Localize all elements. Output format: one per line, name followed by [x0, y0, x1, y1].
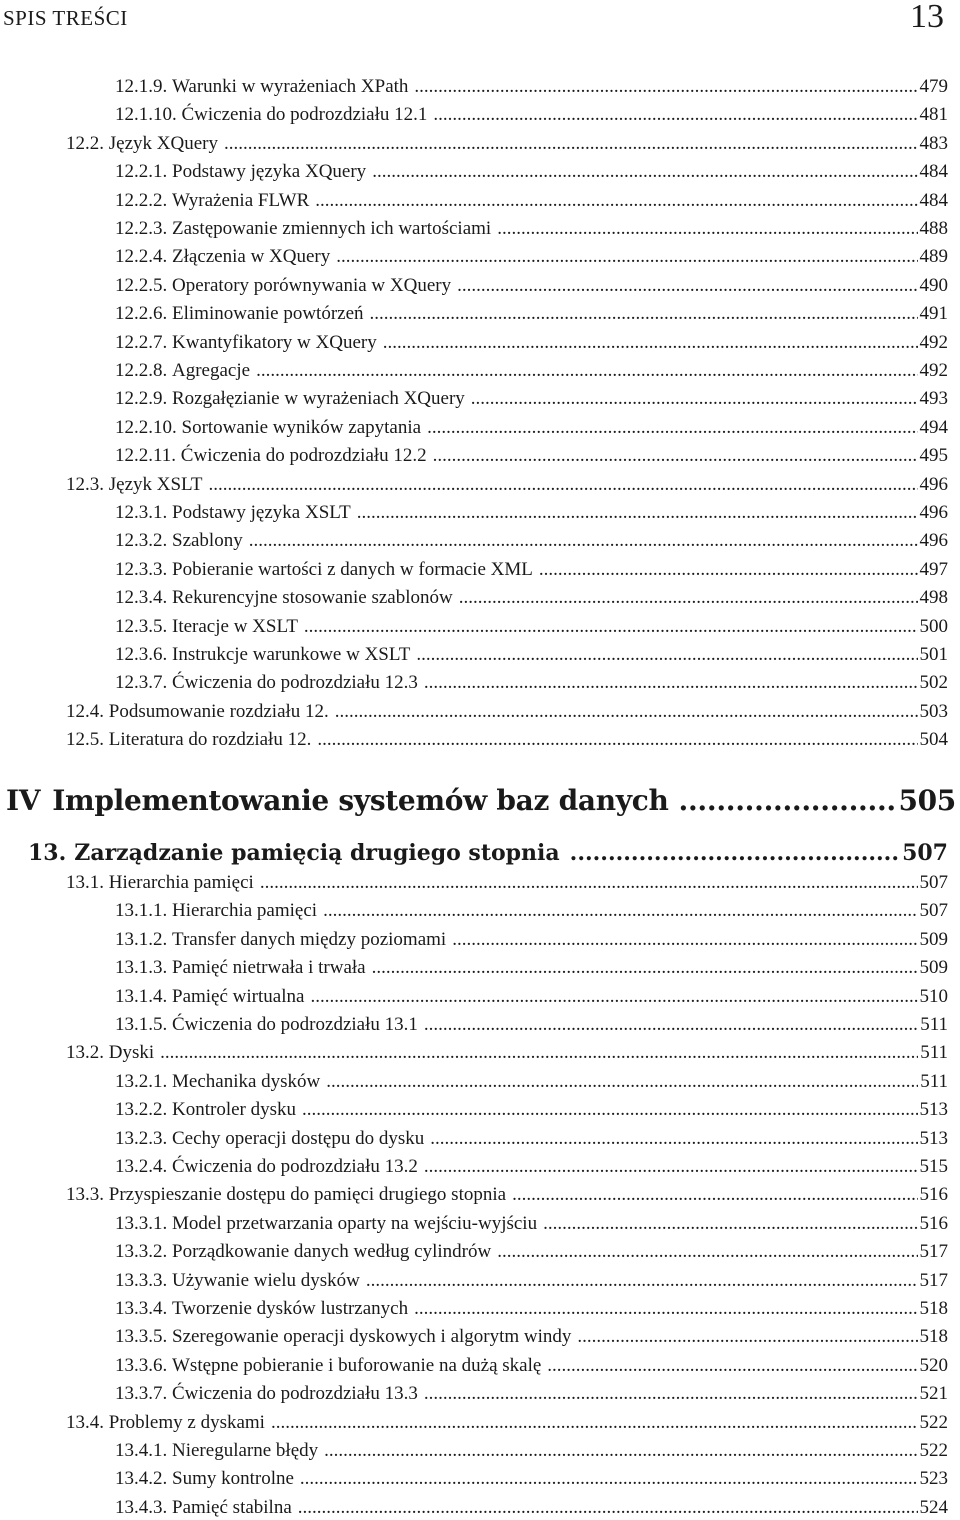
dot-leader	[430, 1128, 917, 1150]
dot-leader	[372, 957, 918, 979]
toc-entry-title: Mechanika dysków	[172, 1070, 321, 1092]
toc-entry-title: Używanie wielu dysków	[172, 1269, 360, 1291]
toc-entry[interactable]	[115, 161, 948, 183]
toc-entry-page: 498	[919, 587, 948, 609]
toc-entry-page: 501	[919, 644, 948, 665]
toc-entry-page: 520	[919, 1354, 948, 1376]
toc-entry-title: Eliminowanie powtórzeń	[172, 303, 364, 325]
toc-entry-number: 13.3.	[66, 1184, 104, 1206]
toc-entry-title: Dyski	[108, 1042, 155, 1064]
toc-entry[interactable]	[115, 388, 948, 410]
toc-entry-number: 12.2.9.	[115, 388, 168, 410]
toc-entry-page: 516	[919, 1212, 948, 1234]
toc-entry-number: 13.1.1.	[115, 900, 168, 922]
toc-entry[interactable]	[115, 190, 948, 212]
toc-entry[interactable]	[115, 1383, 948, 1405]
dot-leader	[315, 190, 917, 212]
dot-leader	[577, 1326, 917, 1348]
dot-leader	[512, 1184, 917, 1206]
toc-entry-title: Podstawy języka XSLT	[172, 502, 351, 523]
toc-entry-title: Zastępowanie zmiennych ich wartościami	[172, 218, 492, 239]
toc-entry[interactable]	[115, 332, 948, 354]
part-number: IV	[6, 784, 41, 817]
toc-entry-page: 522	[919, 1411, 948, 1433]
dot-leader	[317, 729, 917, 751]
part-title: Implementowanie systemów baz danych	[52, 784, 669, 817]
dot-leader	[457, 275, 917, 297]
toc-entry-number: 13.3.3.	[115, 1269, 168, 1291]
header-title: SPIS TREŚCI	[3, 6, 128, 30]
toc-entry-number: 13.3.2.	[115, 1241, 168, 1263]
toc-entry[interactable]	[115, 986, 948, 1008]
toc-entry-number: 12.3.5.	[115, 615, 168, 637]
toc-entry-title: Warunki w wyrażeniach XPath	[172, 76, 409, 97]
dot-leader	[357, 502, 918, 524]
dot-leader	[271, 1412, 918, 1434]
toc-entry-page: 491	[919, 303, 948, 325]
toc-entry[interactable]	[115, 1326, 948, 1348]
toc-entry-title: Literatura do rozdziału 12.	[108, 729, 312, 751]
toc-entry[interactable]	[115, 1497, 948, 1519]
toc-entry[interactable]	[115, 1298, 948, 1320]
toc-entry-title: Szablony	[172, 530, 243, 552]
toc-entry-number: 12.2.3.	[115, 218, 168, 239]
toc-entry-title: Pamięć stabilna	[172, 1496, 292, 1518]
toc-entry[interactable]	[115, 957, 948, 979]
dot-leader	[547, 1355, 917, 1377]
running-head	[0, 0, 960, 40]
dot-leader	[326, 1071, 918, 1093]
toc-entry-number: 12.3.3.	[115, 558, 168, 580]
dot-leader	[336, 246, 917, 268]
toc-entry-number: 12.3.7.	[115, 672, 168, 694]
toc-entry-page: 503	[919, 700, 948, 722]
toc-entry[interactable]	[115, 1213, 948, 1235]
dot-leader	[209, 474, 918, 496]
dot-leader	[539, 559, 918, 581]
toc-entry-number: 12.2.	[66, 132, 104, 154]
toc-entry-page: 494	[919, 416, 948, 438]
toc-entry-number: 13.1.3.	[115, 957, 168, 979]
dot-leader	[224, 133, 918, 155]
toc-entry-number: 13.4.3.	[115, 1496, 168, 1518]
dot-leader	[424, 1014, 918, 1036]
dot-leader	[433, 104, 917, 126]
toc-entry-title: Hierarchia pamięci	[172, 900, 318, 922]
toc-entry[interactable]	[115, 672, 948, 694]
toc-entry-page: 523	[919, 1468, 948, 1490]
dot-leader	[310, 986, 917, 1008]
toc-entry-title: Iteracje w XSLT	[172, 615, 298, 637]
dot-leader	[433, 445, 918, 467]
chapter-page: 507	[902, 840, 948, 866]
toc-entry[interactable]	[115, 1128, 948, 1150]
toc-entry-number: 12.4.	[66, 700, 104, 722]
toc-entry-number: 12.2.11.	[115, 445, 177, 467]
dot-leader	[304, 616, 918, 638]
dot-leader	[335, 701, 918, 723]
toc-entry[interactable]	[115, 1270, 948, 1292]
dot-leader	[383, 332, 918, 354]
toc-entry-page: 511	[920, 1014, 948, 1035]
toc-entry-page: 504	[919, 729, 948, 751]
toc-entry-number: 12.2.8.	[115, 360, 168, 381]
toc-entry-title: Tworzenie dysków lustrzanych	[172, 1298, 409, 1319]
toc-entry[interactable]	[115, 559, 948, 581]
dot-leader	[370, 303, 918, 325]
dot-leader	[497, 1241, 917, 1263]
toc-entry-page: 497	[919, 558, 948, 580]
toc-entry[interactable]	[115, 1014, 948, 1036]
toc-entry[interactable]	[66, 133, 948, 155]
toc-entry-page: 481	[919, 104, 948, 126]
toc-entry-page: 489	[919, 246, 948, 268]
toc-entry-number: 13.1.2.	[115, 928, 168, 950]
toc-entry-page: 509	[919, 928, 948, 950]
toc-entry-title: Ćwiczenia do podrozdziału 12.2	[180, 445, 427, 467]
toc-entry-page: 500	[919, 615, 948, 637]
toc-entry-page: 516	[919, 1184, 948, 1206]
dot-leader	[459, 587, 918, 609]
toc-entry-number: 12.3.	[66, 473, 104, 495]
toc-entry-number: 13.2.1.	[115, 1070, 168, 1092]
toc-entry-page: 496	[919, 530, 948, 552]
dot-leader	[424, 1383, 918, 1405]
toc-entry[interactable]	[66, 729, 948, 751]
toc-entry-number: 13.3.4.	[115, 1298, 168, 1319]
dot-leader	[323, 900, 917, 922]
toc-entry[interactable]	[115, 616, 948, 638]
toc-entry-number: 13.3.1.	[115, 1212, 168, 1234]
toc-entry-page: 517	[919, 1241, 948, 1263]
dot-leader	[300, 1468, 918, 1490]
toc-entry-number: 13.1.4.	[115, 985, 168, 1007]
toc-entry[interactable]	[66, 872, 948, 894]
toc-entry-title: Hierarchia pamięci	[108, 872, 254, 893]
toc-entry[interactable]	[115, 246, 948, 268]
toc-entry-title: Sumy kontrolne	[172, 1468, 294, 1490]
toc-entry-title: Ćwiczenia do podrozdziału 13.1	[172, 1014, 418, 1035]
dot-leader	[424, 1156, 918, 1178]
toc-entry-title: Cechy operacji dostępu do dysku	[172, 1127, 425, 1149]
toc-entry-number: 12.2.4.	[115, 246, 168, 268]
toc-entry-title: Przyspieszanie dostępu do pamięci drugiego stopnia	[108, 1184, 507, 1206]
dot-leader	[298, 1497, 918, 1519]
toc-entry[interactable]	[115, 76, 948, 98]
toc-entry-number: 12.3.1.	[115, 502, 168, 523]
toc-entry-title: Szeregowanie operacji dyskowych i algorytm windy	[172, 1326, 572, 1348]
chapter-number: 13.	[28, 840, 67, 866]
dot-leader	[424, 672, 918, 694]
toc-entry-number: 12.2.5.	[115, 274, 168, 296]
toc-entry[interactable]	[115, 644, 948, 666]
toc-entry[interactable]	[66, 1042, 948, 1064]
dot-leader	[679, 784, 897, 817]
toc-entry-number: 13.3.7.	[115, 1383, 168, 1405]
toc-entry-number: 13.4.1.	[115, 1440, 168, 1461]
toc-entry-title: Podsumowanie rozdziału 12.	[108, 700, 329, 722]
toc-entry[interactable]	[66, 474, 948, 496]
toc-entry[interactable]	[115, 360, 948, 382]
dot-leader	[414, 1298, 917, 1320]
toc-entry[interactable]	[115, 929, 948, 951]
chapter-heading[interactable]	[28, 840, 948, 866]
dot-leader	[260, 872, 918, 894]
toc-entry-title: Ćwiczenia do podrozdziału 13.2	[172, 1156, 418, 1177]
toc-entry-title: Podstawy języka XQuery	[172, 161, 367, 183]
toc-entry[interactable]	[115, 1241, 948, 1263]
toc-entry[interactable]	[115, 900, 948, 922]
toc-entry-page: 496	[919, 473, 948, 495]
dot-leader	[471, 388, 918, 410]
dot-leader	[497, 218, 917, 240]
toc-entry-title: Złączenia w XQuery	[172, 246, 331, 268]
toc-entry-number: 13.4.2.	[115, 1468, 168, 1490]
dot-leader	[324, 1440, 917, 1462]
toc-entry-page: 483	[919, 132, 948, 154]
toc-entry[interactable]	[115, 303, 948, 325]
toc-entry-number: 13.4.	[66, 1411, 104, 1433]
toc-entry-page: 518	[919, 1326, 948, 1348]
toc-entry-page: 518	[919, 1298, 948, 1319]
toc-entry-number: 12.2.6.	[115, 303, 168, 325]
toc-entry-title: Rekurencyjne stosowanie szablonów	[172, 587, 453, 609]
toc-entry-title: Pamięć wirtualna	[172, 985, 305, 1007]
toc-entry-page: 496	[919, 502, 948, 523]
toc-entry-number: 13.2.	[66, 1042, 104, 1064]
toc-entry-number: 12.1.10.	[115, 104, 177, 126]
toc-entry-title: Agregacje	[172, 360, 251, 381]
toc-entry-title: Kwantyfikatory w XQuery	[172, 331, 377, 353]
toc-entry-page: 509	[919, 957, 948, 979]
chapter-title: Zarządzanie pamięcią drugiego stopnia	[74, 840, 560, 866]
dot-leader	[256, 360, 917, 382]
dot-leader	[249, 530, 918, 552]
toc-entry[interactable]	[115, 530, 948, 552]
toc-entry-number: 12.2.10.	[115, 416, 177, 438]
toc-entry-number: 13.1.5.	[115, 1014, 168, 1035]
toc-entry-number: 12.1.9.	[115, 76, 168, 97]
dot-leader	[302, 1099, 917, 1121]
toc-entry[interactable]	[115, 587, 948, 609]
toc-entry-title: Ćwiczenia do podrozdziału 12.1	[181, 104, 428, 126]
toc-entry[interactable]	[115, 1468, 948, 1490]
toc-entry-title: Ćwiczenia do podrozdziału 12.3	[172, 672, 418, 694]
toc-entry[interactable]	[66, 1412, 948, 1434]
toc-entry[interactable]	[66, 701, 948, 723]
toc-entry[interactable]	[115, 1071, 948, 1093]
toc-entry-page: 484	[919, 161, 948, 183]
toc-entry[interactable]	[66, 1184, 948, 1206]
toc-entry-title: Model przetwarzania oparty na wejściu-wyjściu	[172, 1212, 538, 1234]
dot-leader	[570, 840, 900, 866]
toc-entry[interactable]	[115, 417, 948, 439]
toc-entry-number: 12.3.6.	[115, 644, 168, 665]
toc-entry[interactable]	[115, 1156, 948, 1178]
toc-entry-page: 490	[919, 274, 948, 296]
toc-entry-number: 13.3.6.	[115, 1354, 168, 1376]
toc-entry[interactable]	[115, 1099, 948, 1121]
toc-entry-title: Porządkowanie danych według cylindrów	[172, 1241, 492, 1263]
toc-entry-page: 521	[919, 1383, 948, 1405]
toc-entry-title: Problemy z dyskami	[108, 1411, 265, 1433]
toc-entry[interactable]	[115, 218, 948, 240]
toc-entry-page: 479	[919, 76, 948, 97]
toc-entry-title: Język XQuery	[108, 132, 218, 154]
toc-entry-page: 493	[919, 388, 948, 410]
dot-leader	[372, 161, 917, 183]
toc-entry-page: 488	[919, 218, 948, 239]
toc-entry-number: 13.1.	[66, 872, 104, 893]
toc-entry-number: 13.2.3.	[115, 1127, 168, 1149]
toc-entry-page: 484	[919, 189, 948, 211]
toc-entry-page: 517	[919, 1269, 948, 1291]
toc-entry-title: Instrukcje warunkowe w XSLT	[172, 644, 411, 665]
toc-entry-number: 12.2.2.	[115, 189, 168, 211]
toc-entry-title: Transfer danych między poziomami	[172, 928, 447, 950]
toc-entry-title: Wyrażenia FLWR	[172, 189, 310, 211]
toc-entry-page: 513	[919, 1127, 948, 1149]
toc-entry-page: 511	[920, 1042, 948, 1064]
part-heading[interactable]	[6, 784, 956, 817]
toc-entry-page: 522	[919, 1440, 948, 1461]
toc-entry-page: 513	[919, 1099, 948, 1121]
toc-entry-number: 12.3.4.	[115, 587, 168, 609]
toc-entry-title: Wstępne pobieranie i buforowanie na dużą skalę	[172, 1354, 542, 1376]
dot-leader	[366, 1270, 918, 1292]
toc-entry-title: Sortowanie wyników zapytania	[181, 416, 422, 438]
toc-entry-number: 12.2.7.	[115, 331, 168, 353]
toc-entry-number: 13.3.5.	[115, 1326, 168, 1348]
toc-entry-title: Język XSLT	[108, 473, 203, 495]
toc-entry-page: 492	[919, 331, 948, 353]
toc-entry-page: 507	[919, 872, 948, 893]
toc-entry-page: 495	[919, 445, 948, 467]
toc-entry[interactable]	[115, 1355, 948, 1377]
toc-entry[interactable]	[115, 1440, 948, 1462]
toc-entry[interactable]	[115, 445, 948, 467]
toc-entry-page: 492	[919, 360, 948, 381]
dot-leader	[543, 1213, 917, 1235]
dot-leader	[160, 1042, 918, 1064]
dot-leader	[427, 417, 917, 439]
toc-entry[interactable]	[115, 275, 948, 297]
toc-entry-title: Rozgałęzianie w wyrażeniach XQuery	[172, 388, 465, 410]
dot-leader	[452, 929, 917, 951]
toc-entry[interactable]	[115, 104, 948, 126]
toc-entry-number: 13.2.2.	[115, 1099, 168, 1121]
part-page: 505	[898, 784, 956, 817]
toc-entry-title: Pamięć nietrwała i trwała	[172, 957, 366, 979]
toc-entry-number: 13.2.4.	[115, 1156, 168, 1177]
toc-entry-title: Kontroler dysku	[172, 1099, 297, 1121]
toc-entry-number: 12.5.	[66, 729, 104, 751]
dot-leader	[416, 644, 917, 666]
toc-entry-title: Ćwiczenia do podrozdziału 13.3	[172, 1383, 418, 1405]
page-number: 13	[910, 0, 944, 35]
toc-entry-page: 502	[919, 672, 948, 694]
toc-entry-title: Pobieranie wartości z danych w formacie XML	[172, 558, 533, 580]
dot-leader	[414, 76, 917, 98]
toc-entry-title: Operatory porównywania w XQuery	[172, 274, 452, 296]
toc-entry-number: 12.3.2.	[115, 530, 168, 552]
toc-entry-page: 515	[919, 1156, 948, 1177]
toc-entry-page: 524	[919, 1496, 948, 1518]
toc-entry-page: 507	[919, 900, 948, 922]
toc-entry-page: 510	[919, 985, 948, 1007]
toc-entry[interactable]	[115, 502, 948, 524]
toc-entry-title: Nieregularne błędy	[172, 1440, 319, 1461]
toc-entry-number: 12.2.1.	[115, 161, 168, 183]
toc-entry-page: 511	[920, 1070, 948, 1092]
